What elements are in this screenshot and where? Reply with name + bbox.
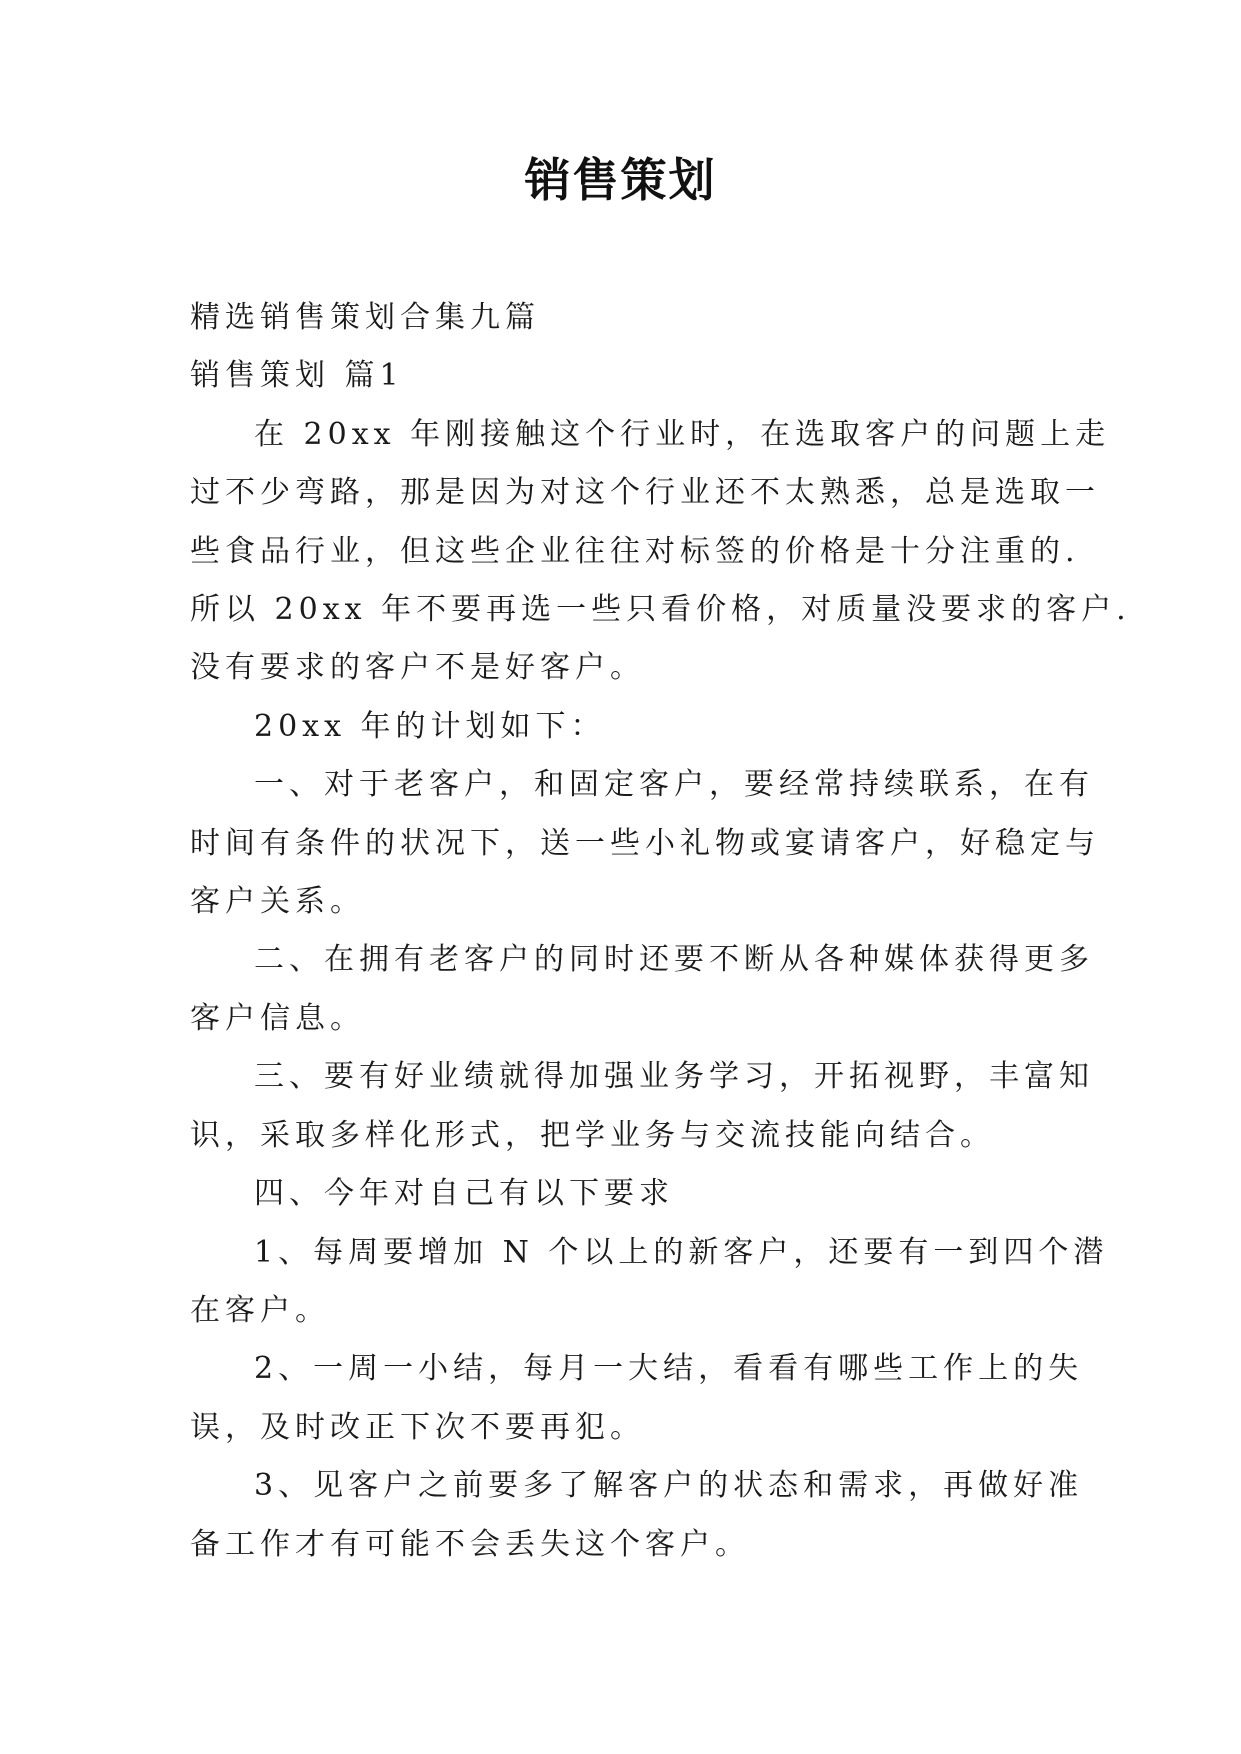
body-line: 在客户。 (190, 1292, 330, 1328)
body-line: 2、一周一小结，每月一大结，看看有哪些工作上的失 (254, 1351, 1084, 1387)
body-line: 时间有条件的状况下，送一些小礼物或宴请客户，好稳定与 (190, 825, 1100, 861)
body-line: 些食品行业，但这些企业往往对标签的价格是十分注重的. (190, 533, 1080, 569)
body-line: 客户关系。 (190, 884, 365, 920)
body-line: 备工作才有可能不会丢失这个客户。 (190, 1526, 750, 1562)
body-line: 3、见客户之前要多了解客户的状态和需求，再做好准 (254, 1468, 1084, 1504)
body-line: 销售策划 篇1 (190, 358, 404, 394)
document-body (190, 289, 1131, 1574)
body-line: 识，采取多样化形式，把学业务与交流技能向结合。 (190, 1117, 995, 1153)
body-line: 没有要求的客户不是好客户。 (190, 650, 645, 686)
body-line: 误，及时改正下次不要再犯。 (190, 1409, 645, 1445)
body-line: 在 20xx 年刚接触这个行业时，在选取客户的问题上走 (254, 416, 1111, 452)
body-line: 所以 20xx 年不要再选一些只看价格，对质量没要求的客户. (190, 592, 1131, 628)
body-line: 客户信息。 (190, 1000, 365, 1036)
body-line: 一、对于老客户，和固定客户，要经常持续联系，在有 (254, 767, 1094, 803)
body-line: 三、要有好业绩就得加强业务学习，开拓视野，丰富知 (254, 1059, 1094, 1095)
document-title: 销售策划 (524, 153, 717, 207)
body-line: 20xx 年的计划如下： (254, 708, 606, 744)
body-line: 1、每周要增加 N 个以上的新客户，还要有一到四个潜 (254, 1234, 1109, 1270)
body-line: 二、在拥有老客户的同时还要不断从各种媒体获得更多 (254, 942, 1094, 978)
body-line: 四、今年对自己有以下要求 (254, 1176, 674, 1212)
body-line: 过不少弯路，那是因为对这个行业还不太熟悉，总是选取一 (190, 475, 1100, 511)
body-line: 精选销售策划合集九篇 (190, 300, 540, 335)
